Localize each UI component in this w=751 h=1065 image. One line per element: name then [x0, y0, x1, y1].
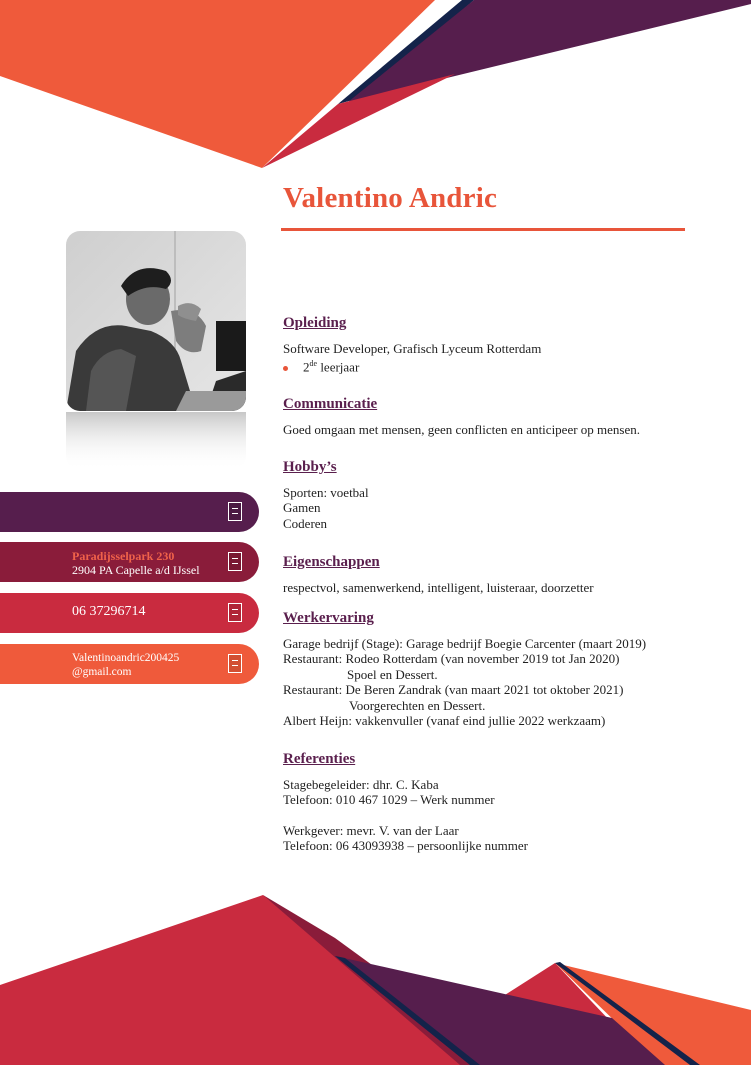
werkervaring-line: Restaurant: Rodeo Rotterdam (van november 2019 tot Jan 2020)	[283, 651, 620, 666]
name-divider	[281, 228, 685, 231]
section-eigenschappen	[283, 555, 594, 595]
candidate-name: Valentino Andric	[283, 182, 498, 214]
email-icon	[228, 654, 242, 673]
communicatie-line: Goed omgaan met mensen, geen conflicten en anticipeer op mensen.	[283, 421, 641, 437]
document-icon	[228, 502, 242, 521]
opleiding-bullet: 2de leerjaar	[283, 356, 541, 375]
hobby-item: Gamen	[283, 500, 321, 515]
contact-bar-email	[0, 644, 259, 684]
werkervaring-line: Restaurant: De Beren Zandrak (van maart 2021 tot oktober 2021)	[283, 682, 624, 697]
werkervaring-line: Voorgerechten en Dessert.	[349, 697, 486, 713]
section-title-werkervaring: Werkervaring	[283, 610, 374, 626]
address-line-1: Paradijsselpark 230	[72, 549, 175, 563]
contact-bar-phone	[0, 593, 259, 633]
section-hobbys	[283, 460, 369, 531]
location-icon	[228, 552, 242, 571]
section-title-eigenschappen: Eigenschappen	[283, 554, 380, 570]
profile-photo	[66, 231, 246, 411]
hobby-item: Coderen	[283, 515, 328, 531]
reference-phone: Telefoon: 06 43093938 – persoonlijke nummer	[283, 838, 528, 853]
section-title-opleiding: Opleiding	[283, 315, 347, 331]
contact-bar-blank	[0, 492, 259, 532]
werkervaring-line: Albert Heijn: vakkenvuller (vanaf eind jullie 2022 werkzaam)	[283, 713, 606, 728]
photo-reflection	[66, 412, 246, 470]
bottom-navy-shape-2	[555, 962, 700, 1065]
top-orange-shape	[0, 0, 435, 168]
contact-bar-address	[0, 542, 259, 582]
section-title-communicatie: Communicatie	[283, 396, 378, 412]
address-line-2: 2904 PA Capelle a/d IJssel	[72, 563, 200, 577]
phone-icon	[228, 603, 242, 622]
bottom-maroon-shape	[263, 895, 500, 1065]
bottom-orange-shape	[555, 963, 751, 1065]
bottom-crimson-peak	[497, 963, 612, 1023]
bullet-icon	[283, 366, 288, 371]
top-crimson-shape	[262, 74, 455, 168]
section-title-hobbys: Hobby’s	[283, 459, 337, 475]
werkervaring-line: Spoel en Dessert.	[347, 666, 438, 682]
opleiding-line: Software Developer, Grafisch Lyceum Rotterdam	[283, 340, 542, 356]
section-title-referenties: Referenties	[283, 751, 356, 767]
top-purple-shape	[348, 0, 751, 102]
section-referenties	[283, 752, 528, 854]
reference-phone: Telefoon: 010 467 1029 – Werk nummer	[283, 792, 495, 807]
hobby-item: Sporten: voetbal	[283, 484, 369, 500]
email-line-1[interactable]: Valentinoandric200425	[72, 652, 180, 664]
reference-name: Stagebegeleider: dhr. C. Kaba	[283, 776, 439, 792]
top-navy-shape	[338, 0, 474, 104]
section-opleiding	[283, 316, 541, 375]
phone-number[interactable]: 06 37296714	[72, 604, 146, 619]
eigenschappen-line: respectvol, samenwerkend, intelligent, luisteraar, doorzetter	[283, 579, 594, 595]
bottom-purple-shape	[335, 956, 665, 1065]
section-communicatie	[283, 397, 640, 437]
section-werkervaring	[283, 611, 646, 729]
reference-name: Werkgever: mevr. V. van der Laar	[283, 822, 459, 838]
bottom-navy-shape	[335, 956, 480, 1065]
bottom-crimson-shape	[0, 895, 500, 1065]
werkervaring-line: Garage bedrijf (Stage): Garage bedrijf Boegie Carcenter (maart 2019)	[283, 635, 647, 651]
email-line-2[interactable]: @gmail.com	[72, 666, 132, 678]
